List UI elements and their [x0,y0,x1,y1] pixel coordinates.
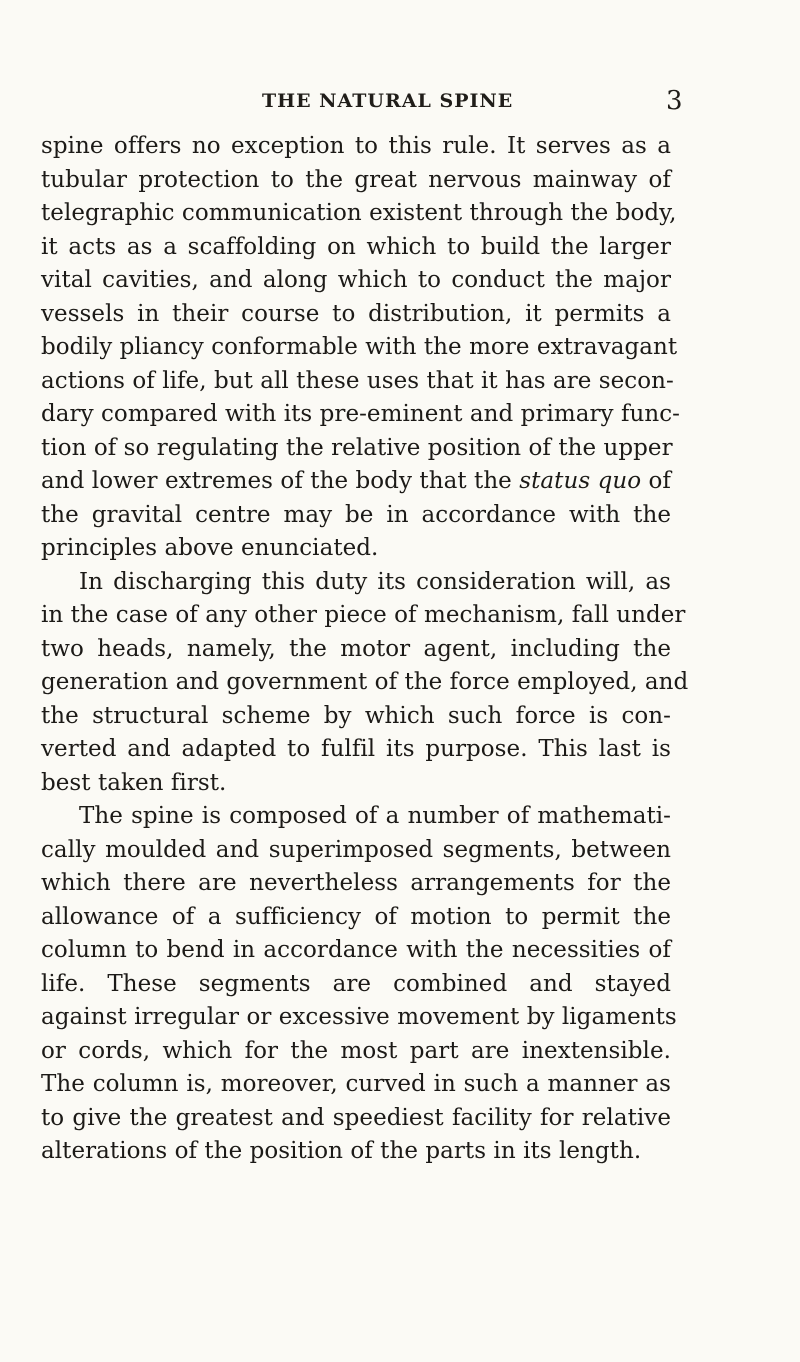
text-line: the gravital centre may be in accordance with the [41,501,671,528]
body-text [41,130,689,1169]
paragraph-start-line: In discharging this duty its consideration will, as [79,568,671,595]
text-line: or cords, which for the most part are inextensible. [41,1037,671,1064]
text-line: bodily pliancy conformable with the more extravagant [41,334,678,360]
paragraph-end-line: alterations of the position of the parts in its length. [41,1138,642,1164]
text-line-with-italic [41,465,671,499]
text-line: to give the greatest and speediest facility for relative [41,1104,671,1131]
text-line: The column is, moreover, curved in such a manner as [41,1071,671,1097]
paragraph-start-line: The spine is composed of a number of mathemati- [79,803,671,829]
text-line: dary compared with its pre-eminent and primary func- [41,401,680,427]
text-line: two heads, namely, the motor agent, including the [41,635,671,662]
text-segment: and lower extremes of the body that the [41,468,520,494]
text-line: which there are nevertheless arrangements for the [41,870,671,896]
running-title: THE NATURAL SPINE [262,90,514,112]
text-line: in the case of any other piece of mechanism, fall under [41,602,686,628]
page-number: 3 [666,86,683,116]
running-head [0,88,800,118]
text-line: life. These segments are combined and stayed [41,970,671,997]
text-line: vessels in their course to distribution, it permits a [41,300,671,327]
text-line: cally moulded and superimposed segments, between [41,836,671,863]
text-line: vital cavities, and along which to conduct the major [41,267,671,293]
text-line: the structural scheme by which such force is con- [41,702,671,729]
text-line: verted and adapted to fulfil its purpose. This last is [41,736,671,762]
text-line: against irregular or excessive movement by ligaments [41,1004,677,1030]
text-line: tion of so regulating the relative position of the upper [41,434,673,461]
paragraph-end-line: best taken first. [41,769,227,796]
text-segment: of [641,468,671,494]
text-line: telegraphic communication existent through the body, [41,200,677,226]
text-line: generation and government of the force employed, and [41,669,689,695]
paragraph-end-line: principles above enunciated. [41,535,379,561]
text-line: allowance of a sufficiency of motion to permit the [41,903,671,930]
text-line: tubular protection to the great nervous mainway of [41,166,671,193]
text-line: actions of life, but all these uses that it has are secon- [41,367,674,394]
italic-phrase: status quo [519,468,642,494]
text-line: spine offers no exception to this rule. It serves as a [41,133,671,159]
text-line: it acts as a scaffolding on which to build the larger [41,233,671,260]
text-line: column to bend in accordance with the necessities of [41,937,671,963]
